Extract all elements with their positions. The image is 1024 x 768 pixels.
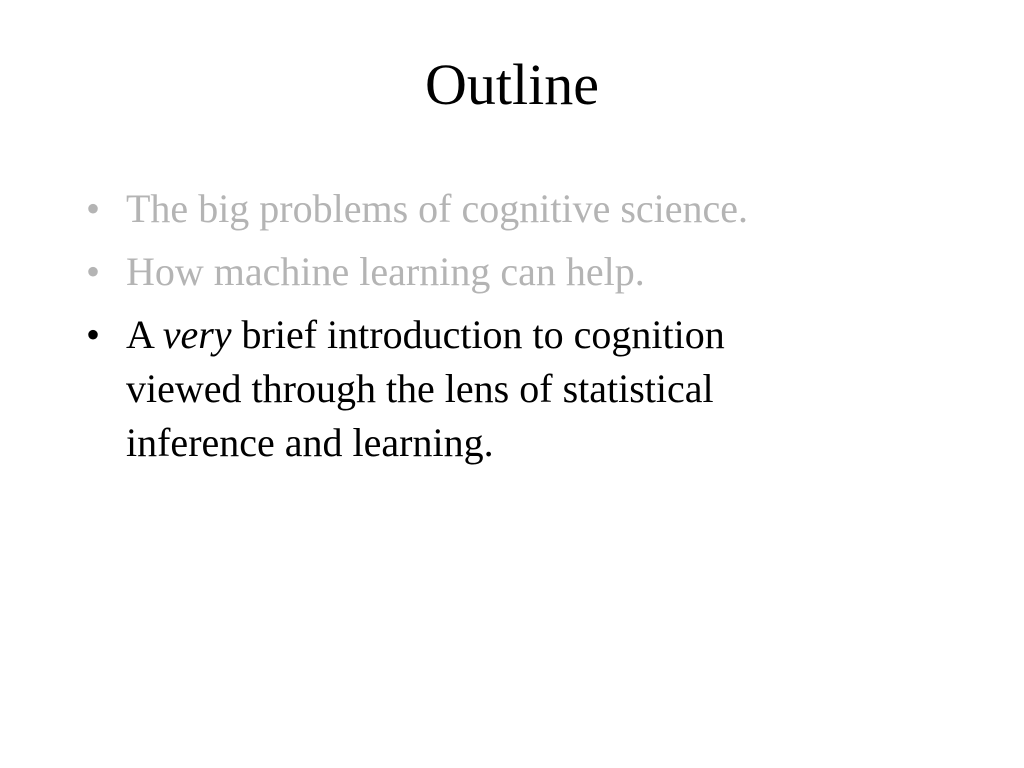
bullet-item-cognitive-science-problems (86, 182, 846, 236)
bullet-text: The big problems of cognitive science. (126, 186, 749, 231)
bullet-icon: • (86, 249, 101, 294)
bullet-text-suffix: brief introduction to cognition viewed through the lens of statistical inference and learning. (126, 312, 725, 465)
bullet-text-emphasis: very (162, 312, 232, 357)
bullet-item-machine-learning-help (86, 245, 846, 299)
bullet-text: How machine learning can help. (126, 249, 645, 294)
bullet-list (86, 182, 846, 479)
bullet-icon: • (86, 186, 101, 231)
bullet-text-prefix: A (126, 312, 163, 357)
bullet-icon: • (86, 312, 101, 357)
slide-title: Outline (425, 52, 599, 117)
bullet-item-brief-introduction (86, 308, 846, 470)
